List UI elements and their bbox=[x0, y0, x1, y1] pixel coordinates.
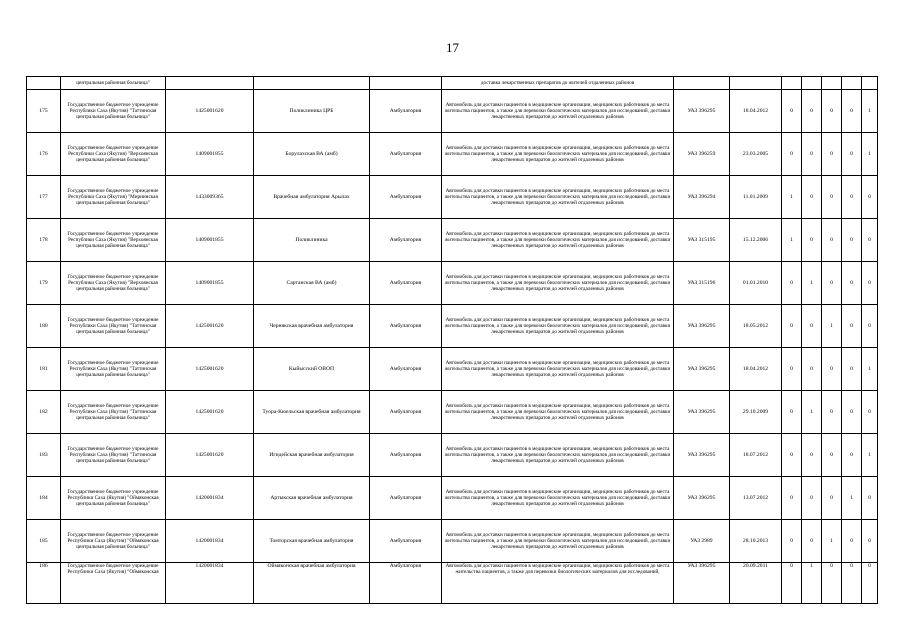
cell-type: Амбулатория bbox=[370, 563, 442, 604]
cell-v1: 0 bbox=[782, 133, 802, 176]
cell-org: Государственное бюджетное учреждение Республики Саха (Якутия) "Оймяконская bbox=[61, 563, 166, 604]
cell-v3: 0 bbox=[822, 477, 842, 520]
cell-org: центральная районная больница" bbox=[61, 77, 166, 90]
cell-v4: 0 bbox=[842, 90, 862, 133]
cell-num: 184 bbox=[27, 477, 61, 520]
cell-v2 bbox=[802, 77, 822, 90]
cell-facility: Борулахская ВА (амб) bbox=[254, 133, 370, 176]
cell-v4: 0 bbox=[842, 262, 862, 305]
cell-v5: 0 bbox=[862, 305, 878, 348]
page-number: 17 bbox=[446, 40, 459, 55]
cell-v4: 0 bbox=[842, 133, 862, 176]
vehicles-table bbox=[26, 76, 878, 604]
cell-date: 15.12.2006 bbox=[730, 219, 782, 262]
cell-type: Амбулатория bbox=[370, 219, 442, 262]
cell-type: Амбулатория bbox=[370, 305, 442, 348]
table-row bbox=[27, 477, 878, 520]
cell-type bbox=[370, 77, 442, 90]
cell-v1: 0 bbox=[782, 477, 802, 520]
cell-date: 29.10.2009 bbox=[730, 391, 782, 434]
cell-model: УАЗ 396295 bbox=[674, 434, 730, 477]
cell-v3: 0 bbox=[822, 262, 842, 305]
cell-date: 28.10.2013 bbox=[730, 520, 782, 563]
cell-v2: 0 bbox=[802, 434, 822, 477]
cell-date: 11.01.2009 bbox=[730, 176, 782, 219]
cell-date: 13.07.2012 bbox=[730, 477, 782, 520]
cell-v3 bbox=[822, 77, 842, 90]
cell-v1: 0 bbox=[782, 391, 802, 434]
table-row bbox=[27, 391, 878, 434]
table-body bbox=[27, 77, 878, 604]
cell-v3: 0 bbox=[822, 176, 842, 219]
cell-purpose: Автомобиль для доставки пациентов в медицинские организации, медицинских работников до места жительства пациентов, а также для перевозки биологических материалов для исследований, доставки лекарственных препаратов до жителей отдаленных районов bbox=[442, 219, 674, 262]
table-row bbox=[27, 305, 878, 348]
cell-num: 177 bbox=[27, 176, 61, 219]
cell-inn: 1409001855 bbox=[166, 133, 254, 176]
cell-v1: 0 bbox=[782, 90, 802, 133]
table-row bbox=[27, 176, 878, 219]
cell-num: 181 bbox=[27, 348, 61, 391]
cell-inn: 1425001620 bbox=[166, 434, 254, 477]
cell-type: Амбулатория bbox=[370, 262, 442, 305]
cell-org: Государственное бюджетное учреждение Республики Саха (Якутия) "Таттинская центральная районная больница" bbox=[61, 434, 166, 477]
cell-facility: Томторская врачебная амбулатория bbox=[254, 520, 370, 563]
cell-inn: 1409001855 bbox=[166, 219, 254, 262]
cell-v2: 0 bbox=[802, 219, 822, 262]
cell-v1: 0 bbox=[782, 520, 802, 563]
cell-v2: 0 bbox=[802, 176, 822, 219]
cell-v2: 1 bbox=[802, 563, 822, 604]
cell-model: УАЗ 315196 bbox=[674, 262, 730, 305]
cell-v1: 0 bbox=[782, 563, 802, 604]
cell-inn: 1425001620 bbox=[166, 348, 254, 391]
cell-org: Государственное бюджетное учреждение Республики Саха (Якутия) "Верхоянская центральная районная больница" bbox=[61, 219, 166, 262]
cell-model bbox=[674, 77, 730, 90]
cell-date: 18.05.2012 bbox=[730, 305, 782, 348]
cell-org: Государственное бюджетное учреждение Республики Саха (Якутия) "Верхоянская центральная районная больница" bbox=[61, 262, 166, 305]
cell-v5: 0 bbox=[862, 477, 878, 520]
cell-v5: 1 bbox=[862, 348, 878, 391]
cell-num: 186 bbox=[27, 563, 61, 604]
cell-v2: 0 bbox=[802, 520, 822, 563]
table-row bbox=[27, 563, 878, 604]
cell-v1: 1 bbox=[782, 219, 802, 262]
table-row bbox=[27, 434, 878, 477]
cell-facility: Поликлиника bbox=[254, 219, 370, 262]
cell-model: УАЗ 396259 bbox=[674, 133, 730, 176]
cell-org: Государственное бюджетное учреждение Республики Саха (Якутия) "Таттинская центральная районная больница" bbox=[61, 90, 166, 133]
cell-type: Амбулатория bbox=[370, 176, 442, 219]
cell-v3: 0 bbox=[822, 434, 842, 477]
cell-v2: 1 bbox=[802, 391, 822, 434]
cell-purpose: Автомобиль для доставки пациентов в медицинские организации, медицинских работников до места жительства пациентов, а также для перевозки биологических материалов для исследований, доставки лекарственных препаратов до жителей отдаленных районов bbox=[442, 305, 674, 348]
cell-facility: Чернякская врачебная амбулатория bbox=[254, 305, 370, 348]
cell-type: Амбулатория bbox=[370, 520, 442, 563]
cell-v5: 1 bbox=[862, 133, 878, 176]
cell-purpose: Автомобиль для доставки пациентов в медицинские организации, медицинских работников до места жительства пациентов, а также для перевозки биологических материалов для исследований, доставки лекарственных препаратов до жителей отдаленных районов bbox=[442, 477, 674, 520]
cell-v3: 0 bbox=[822, 133, 842, 176]
cell-model: УАЗ 2989 bbox=[674, 520, 730, 563]
cell-purpose: Автомобиль для доставки пациентов в медицинские организации, медицинских работников до места жительства пациентов, а также для перевозки биологических материалов для исследований, доставки лекарственных препаратов до жителей отдаленных районов bbox=[442, 133, 674, 176]
cell-num: 182 bbox=[27, 391, 61, 434]
cell-inn: 1420001834 bbox=[166, 520, 254, 563]
cell-v5: 0 bbox=[862, 520, 878, 563]
cell-num: 178 bbox=[27, 219, 61, 262]
cell-num: 185 bbox=[27, 520, 61, 563]
cell-type: Амбулатория bbox=[370, 90, 442, 133]
cell-v2: 0 bbox=[802, 348, 822, 391]
cell-v5: 0 bbox=[862, 219, 878, 262]
cell-date: 18.07.2012 bbox=[730, 434, 782, 477]
cell-inn: 1425001620 bbox=[166, 90, 254, 133]
cell-purpose: Автомобиль для доставки пациентов в медицинские организации, медицинских работников до места жительства пациентов, а также для перевозки биологических материалов для исследований, доставки лекарственных препаратов до жителей отдаленных районов bbox=[442, 520, 674, 563]
cell-num: 180 bbox=[27, 305, 61, 348]
cell-model: УАЗ 396295 bbox=[674, 90, 730, 133]
cell-purpose: Автомобиль для доставки пациентов в медицинские организации, медицинских работников до места жительства пациентов, а также для перевозки биологических материалов для исследований, доставки лекарственных препаратов до жителей отдаленных районов bbox=[442, 176, 674, 219]
cell-date: 20.09.2011 bbox=[730, 563, 782, 604]
cell-v2: 0 bbox=[802, 133, 822, 176]
cell-date: 18.04.2012 bbox=[730, 90, 782, 133]
cell-facility: Кыйысский ОВОП bbox=[254, 348, 370, 391]
cell-purpose: доставка лекарственных препаратов до жителей отдаленных районов bbox=[442, 77, 674, 90]
cell-facility: Поликлиника ЦРБ bbox=[254, 90, 370, 133]
table-row bbox=[27, 262, 878, 305]
cell-inn bbox=[166, 77, 254, 90]
cell-model: УАЗ 396295 bbox=[674, 305, 730, 348]
cell-type: Амбулатория bbox=[370, 348, 442, 391]
cell-facility: Сартанская ВА (амб) bbox=[254, 262, 370, 305]
cell-v5: 0 bbox=[862, 391, 878, 434]
cell-facility: Игидейская врачебная амбулатория bbox=[254, 434, 370, 477]
cell-num: 175 bbox=[27, 90, 61, 133]
cell-v4: 0 bbox=[842, 434, 862, 477]
cell-facility: Оймяконская врачебная амбулатория bbox=[254, 563, 370, 604]
cell-inn: 1409001855 bbox=[166, 262, 254, 305]
cell-v4: 0 bbox=[842, 219, 862, 262]
cell-facility: Врачебная амбулатория Арылах bbox=[254, 176, 370, 219]
cell-num: 183 bbox=[27, 434, 61, 477]
cell-org: Государственное бюджетное учреждение Республики Саха (Якутия) "Верхоянская центральная районная больница" bbox=[61, 133, 166, 176]
cell-model: УАЗ 396295 bbox=[674, 563, 730, 604]
cell-v2: 1 bbox=[802, 262, 822, 305]
cell-v3: 0 bbox=[822, 219, 842, 262]
cell-type: Амбулатория bbox=[370, 477, 442, 520]
cell-facility bbox=[254, 77, 370, 90]
cell-v3: 0 bbox=[822, 348, 842, 391]
table-row bbox=[27, 133, 878, 176]
cell-v3: 0 bbox=[822, 391, 842, 434]
cell-v1: 0 bbox=[782, 262, 802, 305]
cell-org: Государственное бюджетное учреждение Республики Саха (Якутия) "Мирнинская центральная районная больница" bbox=[61, 176, 166, 219]
cell-model: УАЗ 396295 bbox=[674, 477, 730, 520]
cell-purpose: Автомобиль для доставки пациентов в медицинские организации, медицинских работников до места жительства пациентов, а также для перевозки биологических материалов для исследований, доставки лекарственных препаратов до жителей отдаленных районов bbox=[442, 262, 674, 305]
cell-org: Государственное бюджетное учреждение Республики Саха (Якутия) "Таттинская центральная районная больница" bbox=[61, 391, 166, 434]
cell-v4: 0 bbox=[842, 563, 862, 604]
cell-v5: 0 bbox=[862, 262, 878, 305]
cell-v3: 0 bbox=[822, 90, 842, 133]
table-row bbox=[27, 90, 878, 133]
cell-date: 18.04.2012 bbox=[730, 348, 782, 391]
cell-purpose: Автомобиль для доставки пациентов в медицинские организации, медицинских работников до места жительства пациентов, а также для перевозки биологических материалов для исследований, доставки лекарственных препаратов до жителей отдаленных районов bbox=[442, 348, 674, 391]
cell-v4: 0 bbox=[842, 176, 862, 219]
cell-org: Государственное бюджетное учреждение Республики Саха (Якутия) "Оймяконская центральная районная больница" bbox=[61, 520, 166, 563]
cell-model: УАЗ 396294 bbox=[674, 176, 730, 219]
cell-num: 179 bbox=[27, 262, 61, 305]
cell-facility: Артыкская врачебная амбулатория bbox=[254, 477, 370, 520]
table-row bbox=[27, 520, 878, 563]
cell-v1 bbox=[782, 77, 802, 90]
cell-inn: 1433009365 bbox=[166, 176, 254, 219]
cell-model: УАЗ 396295 bbox=[674, 348, 730, 391]
cell-date: 23.03.2005 bbox=[730, 133, 782, 176]
cell-v5: 0 bbox=[862, 563, 878, 604]
cell-org: Государственное бюджетное учреждение Республики Саха (Якутия) "Таттинская центральная районная больница" bbox=[61, 348, 166, 391]
cell-v2: 0 bbox=[802, 90, 822, 133]
cell-purpose: Автомобиль для доставки пациентов в медицинские организации, медицинских работников до места жительства пациентов, а также для перевозки биологических материалов для исследований, доставки лекарственных препаратов до жителей отдаленных районов bbox=[442, 90, 674, 133]
table-row bbox=[27, 219, 878, 262]
cell-purpose: Автомобиль для доставки пациентов в медицинские организации, медицинских работников до места жительства пациентов, а также для перевозки биологических материалов для исследований, доставки лекарственных препаратов до жителей отдаленных районов bbox=[442, 391, 674, 434]
cell-v4: 0 bbox=[842, 348, 862, 391]
cell-purpose: Автомобиль для доставки пациентов в медицинские организации, медицинских работников до места жительства пациентов, а также для перевозки биологических материалов для исследований, доставки лекарственных препаратов до жителей отдаленных районов bbox=[442, 434, 674, 477]
table-row bbox=[27, 348, 878, 391]
cell-model: УАЗ 396295 bbox=[674, 391, 730, 434]
cell-num: 176 bbox=[27, 133, 61, 176]
cell-v4: 0 bbox=[842, 305, 862, 348]
cell-v4: 1 bbox=[842, 477, 862, 520]
cell-purpose: Автомобиль для доставки пациентов в медицинские организации, медицинских работников до места жительства пациентов, а также для перевозки биологических материалов для исследований, bbox=[442, 563, 674, 604]
cell-num bbox=[27, 77, 61, 90]
cell-date: 01.01.2010 bbox=[730, 262, 782, 305]
cell-inn: 1425001620 bbox=[166, 305, 254, 348]
cell-facility: Туора-Кюельская врачебная амбулатория bbox=[254, 391, 370, 434]
cell-org: Государственное бюджетное учреждение Республики Саха (Якутия) "Таттинская центральная районная больница" bbox=[61, 305, 166, 348]
cell-v2: 0 bbox=[802, 477, 822, 520]
cell-v1: 1 bbox=[782, 176, 802, 219]
cell-date bbox=[730, 77, 782, 90]
cell-v5: 1 bbox=[862, 90, 878, 133]
cell-v1: 0 bbox=[782, 348, 802, 391]
cell-org: Государственное бюджетное учреждение Республики Саха (Якутия) "Оймяконская центральная районная больница" bbox=[61, 477, 166, 520]
cell-type: Амбулатория bbox=[370, 133, 442, 176]
cell-inn: 1420001834 bbox=[166, 563, 254, 604]
cell-v1: 0 bbox=[782, 434, 802, 477]
cell-v4: 0 bbox=[842, 520, 862, 563]
cell-type: Амбулатория bbox=[370, 434, 442, 477]
cell-v5 bbox=[862, 77, 878, 90]
cell-inn: 1425001620 bbox=[166, 391, 254, 434]
cell-v1: 0 bbox=[782, 305, 802, 348]
cell-v3: 1 bbox=[822, 520, 842, 563]
cell-v4 bbox=[842, 77, 862, 90]
cell-model: УАЗ 315195 bbox=[674, 219, 730, 262]
cell-v2: 0 bbox=[802, 305, 822, 348]
cell-inn: 1420001834 bbox=[166, 477, 254, 520]
cell-v3: 0 bbox=[822, 563, 842, 604]
cell-v3: 1 bbox=[822, 305, 842, 348]
cell-v5: 1 bbox=[862, 434, 878, 477]
cell-v5: 0 bbox=[862, 176, 878, 219]
cell-v4: 0 bbox=[842, 391, 862, 434]
table-row-continuation bbox=[27, 77, 878, 90]
cell-type: Амбулатория bbox=[370, 391, 442, 434]
